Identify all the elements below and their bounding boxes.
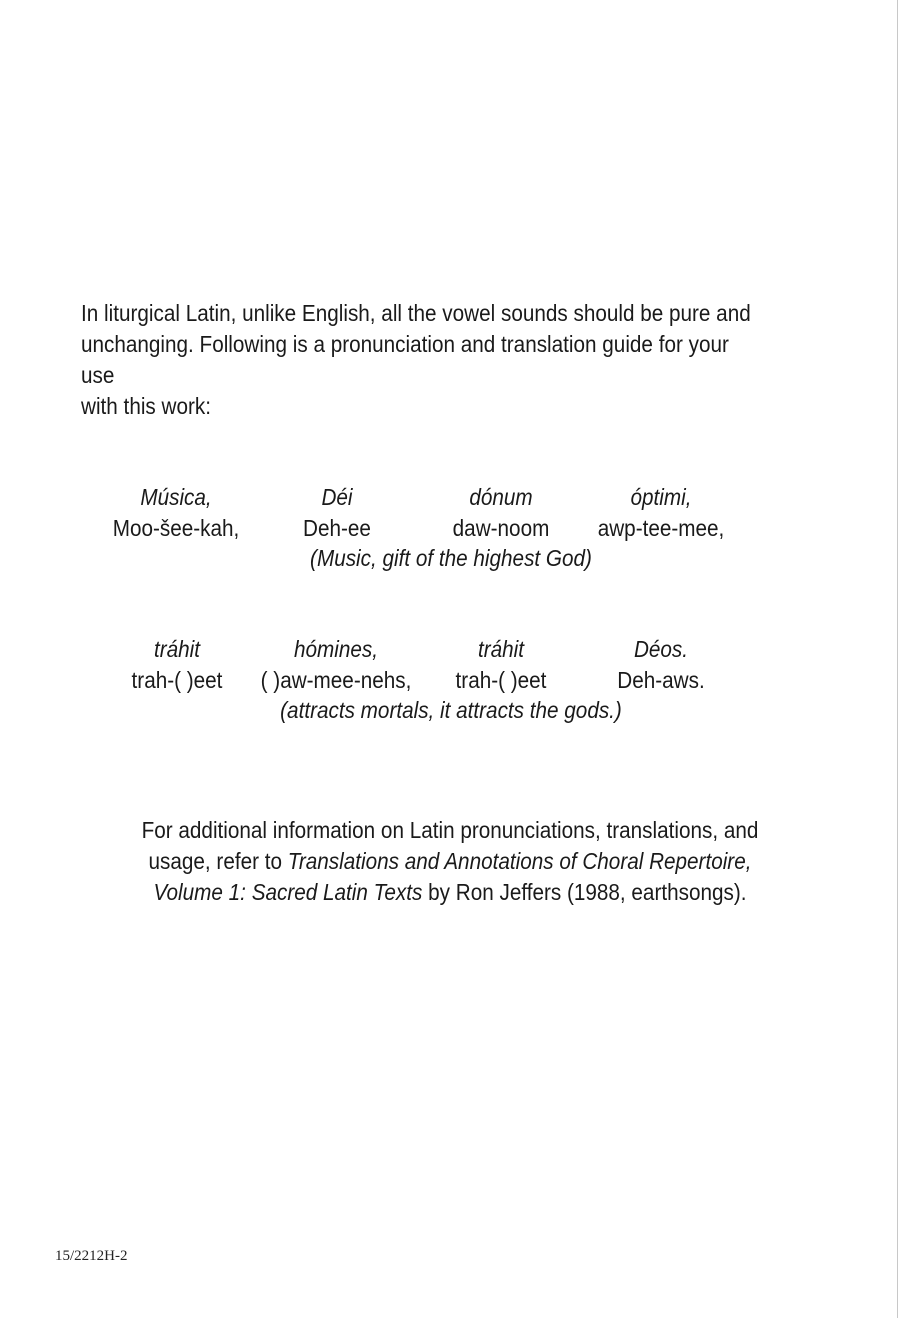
latin-word: dónum [469, 484, 533, 510]
intro-line-3: with this work: [81, 393, 211, 419]
intro-paragraph [81, 298, 756, 422]
pronunciation-word: Deh-ee [303, 515, 371, 541]
reference-line-1: For additional information on Latin pronunciations, translations, and [141, 817, 759, 843]
pronunciation-word: ( )aw-mee-nehs, [260, 667, 412, 693]
latin-word: tráhit [153, 636, 201, 662]
pronunciation-word: trah-( )eet [455, 667, 547, 693]
reference-text: by Ron Jeffers (1988, earthsongs). [422, 879, 747, 905]
latin-word: tráhit [477, 636, 525, 662]
pronunciation-word: awp-tee-mee, [597, 515, 725, 541]
latin-word: óptimi, [630, 484, 692, 510]
reference-line-2 [45, 846, 855, 877]
reference-line-3 [45, 877, 855, 908]
intro-line-2: unchanging. Following is a pronunciation and translation guide for your use [81, 331, 729, 388]
book-subtitle: Volume 1: Sacred Latin Texts [153, 879, 423, 905]
translation-line: (Music, gift of the highest God) [310, 545, 592, 571]
pronunciation-word: Deh-aws. [617, 667, 705, 693]
translation-line: (attracts mortals, it attracts the gods.) [280, 697, 622, 723]
book-title: Translations and Annotations of Choral Repertoire, [287, 848, 752, 874]
latin-word: Música, [140, 484, 212, 510]
catalog-number: 15/2212H-2 [55, 1248, 128, 1264]
reference-paragraph [0, 815, 900, 908]
intro-line-1: In liturgical Latin, unlike English, all the vowel sounds should be pure and [81, 300, 751, 326]
pronunciation-word: trah-( )eet [131, 667, 223, 693]
reference-text: usage, refer to [148, 848, 288, 874]
latin-word: Déi [321, 484, 353, 510]
pronunciation-word: daw-noom [452, 515, 550, 541]
pronunciation-word: Moo-šee-kah, [112, 515, 240, 541]
latin-word: Déos. [633, 636, 689, 662]
latin-word: hómines, [294, 636, 378, 662]
page-edge-rule [897, 0, 898, 1318]
